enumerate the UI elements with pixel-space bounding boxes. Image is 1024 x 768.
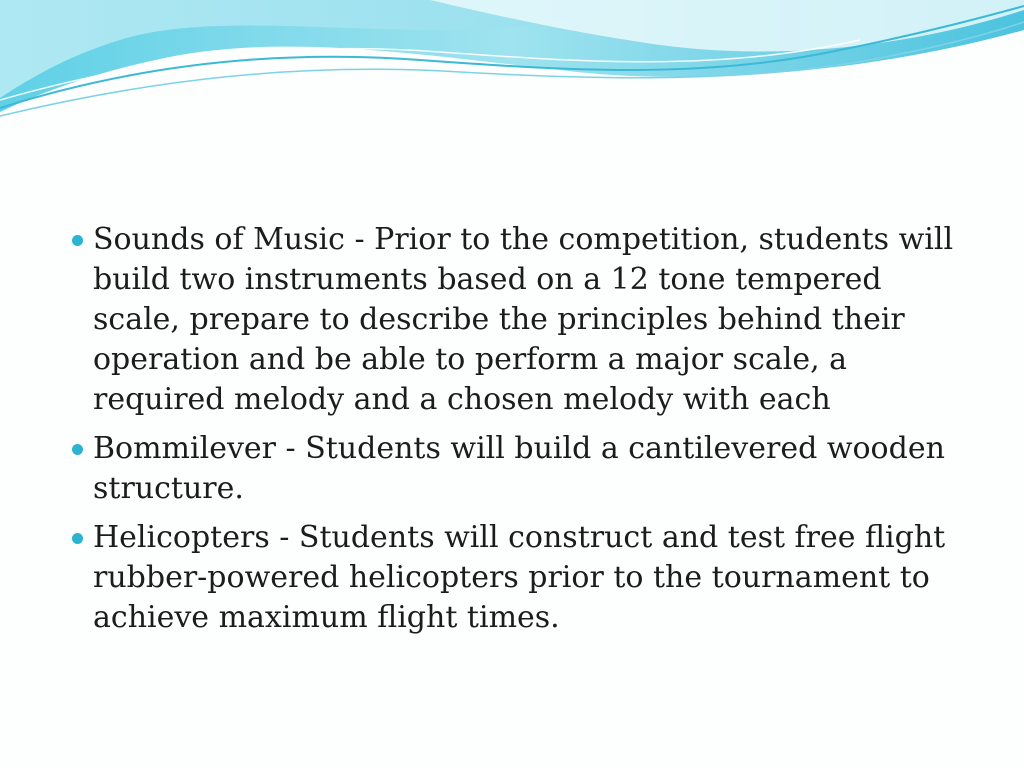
slide-content (70, 220, 970, 647)
bullet-dot-icon (72, 533, 83, 544)
bullet-item-bommilever (70, 429, 970, 509)
bullet-text: Helicopters - Students will construct and test free flight rubber-powered helicopters prior to the tournament to achieve maximum flight times. (93, 520, 946, 635)
bullet-item-helicopters (70, 518, 970, 638)
bullet-dot-icon (72, 235, 83, 246)
bullet-text: Bommilever - Students will build a cantilevered wooden structure. (93, 431, 945, 506)
bullet-item-sounds-of-music (70, 220, 970, 420)
bullet-text: Sounds of Music - Prior to the competition, students will build two instruments based on a 12 tone tempered scale, prepare to describe the principles behind their operation and be able to perform a major scale, a required melody and a chosen melody with each (93, 222, 954, 417)
bullet-dot-icon (72, 444, 83, 455)
bullet-list (70, 220, 970, 638)
wave-header-graphic (0, 0, 1024, 130)
